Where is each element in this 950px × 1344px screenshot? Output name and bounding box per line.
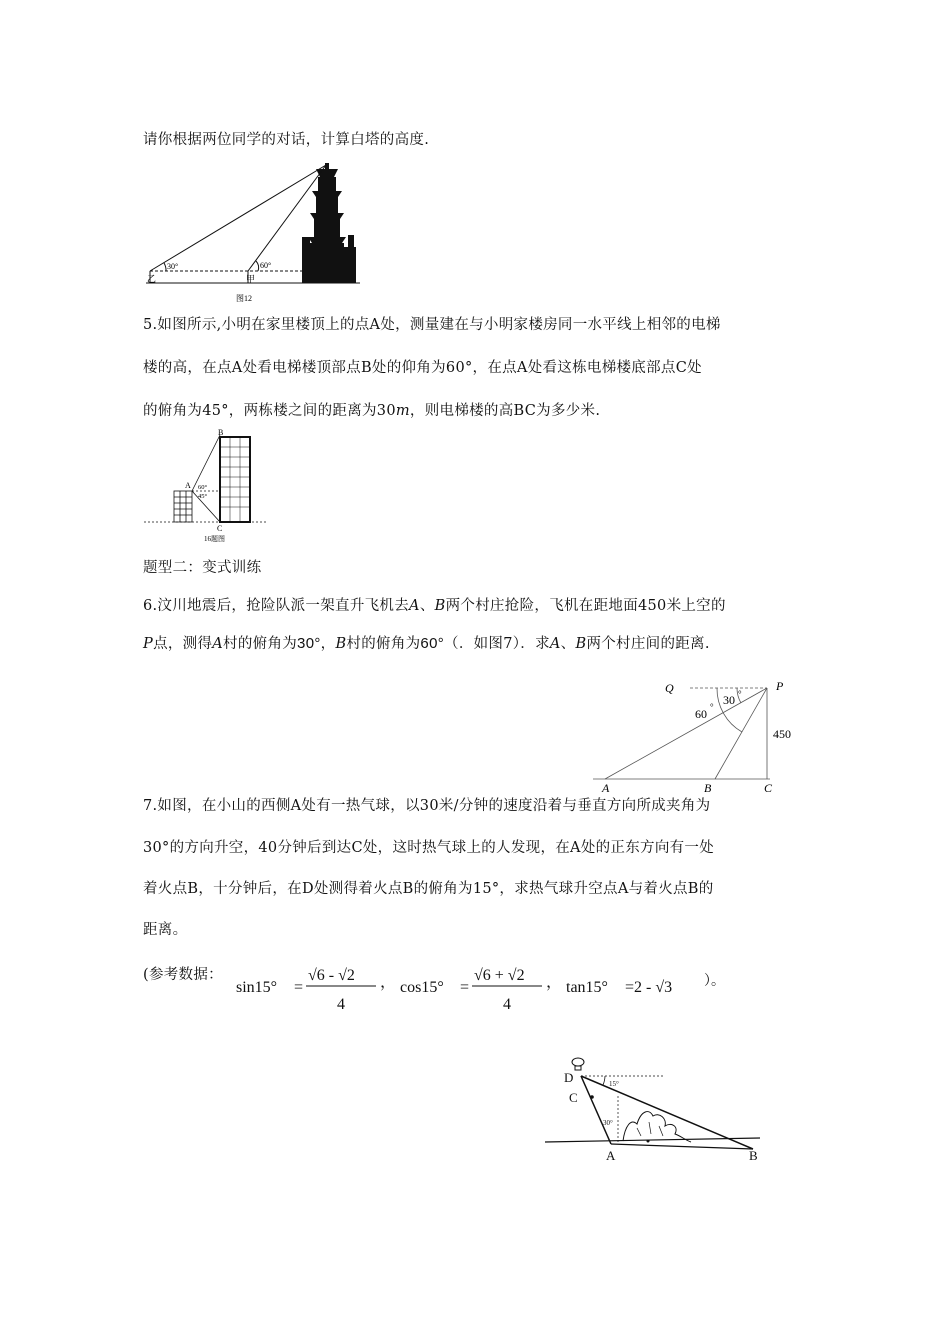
point-a-label: A [185,481,191,490]
figure-balloon [545,1056,770,1166]
reference-formulas [236,955,736,1017]
comma-2: ， [546,974,563,991]
problem-7-line-2: 30°的方向升空，40分钟后到达C处，这时热气球上的人发现，在A处的正东方向有一处 [143,840,715,856]
sin15-denominator: 4 [337,996,345,1013]
cos15-lhs: cos15° [400,979,444,996]
angle-60-label: 60 [695,707,707,721]
point-p-label: P [776,679,784,693]
problem-7-line-3: 着火点B，十分钟后，在D处测得着火点B的俯角为15°，求热气球升空点A与着火点B的 [143,881,714,897]
figure-16-caption: 16题图 [204,535,225,543]
degree-mark-30: ° [738,689,742,699]
problem-7-line-1: 7.如图，在小山的西侧A处有一热气球，以30米/分钟的速度沿着与垂直方向所成夹角为 [143,798,711,814]
problem-7-line-4: 距离。 [143,922,188,938]
section-heading: 题型二：变式训练 [143,560,262,576]
angle-30-label: 30° [167,262,179,271]
angle-60-label: 60° [198,484,208,491]
pagoda-silhouette [302,163,356,283]
degree-mark-60: ° [710,702,714,712]
point-c-label: C [764,781,773,795]
balloon-icon [572,1058,584,1070]
small-building [174,491,192,522]
hill-outline [623,1112,691,1142]
point-d-label: D [564,1070,574,1085]
point-c-label: C [569,1090,578,1105]
point-b-label: B [704,781,712,795]
figure-16-buildings [142,427,272,547]
angle-30-label: 30 [723,693,735,707]
angle-60-label: 60° [260,261,272,270]
problem-5-line-3: 的俯角为45°，两栋楼之间的距离为30m，则电梯楼的高BC为多少米. [143,403,601,419]
angle-45-label: 45° [198,493,208,500]
point-b-label: B [749,1148,758,1163]
height-450-label: 450 [773,727,791,741]
problem-6-line-1: 6.汶川地震后，抢险队派一架直升飞机去A、B两个村庄抢险，飞机在距地面450米上空的 [143,598,726,614]
cos15-denominator: 4 [503,996,511,1013]
angle-15-label: 15° [609,1080,619,1088]
figure-12-pagoda [140,155,370,305]
point-b-label: B [218,428,224,437]
problem-4-text: 请你根据两位同学的对话，计算白塔的高度. [143,132,430,148]
cos15-eq: = [460,979,470,996]
reference-suffix: ）。 [704,974,725,989]
tan15-lhs: tan15° [566,979,608,996]
problem-5-line-1: 5.如图所示,小明在家里楼顶上的点A处，测量建在与小明家楼房同一水平线上相邻的电梯 [143,317,721,333]
tan15-rhs: =2 - √3 [625,979,673,996]
sin15-lhs: sin15° [236,979,278,996]
comma-1: ， [380,974,397,991]
elevator-building [220,437,250,522]
reference-prefix: (参考数据： [143,967,223,983]
sin15-numerator: √6 - √2 [308,967,355,984]
figure-7-helicopter [585,672,810,797]
problem-5-line-2: 楼的高，在点A处看电梯楼顶部点B处的仰角为60°，在点A处看这栋电梯楼底部点C处 [143,360,702,376]
problem-6-line-2: P点，测得A村的俯角为30°，B村的俯角为60°（．如图7）．求A、B两个村庄间的距离. [143,635,710,652]
point-a-label: A [606,1148,616,1163]
angle-30-label: 30° [603,1119,613,1127]
sin15-eq: = [294,979,304,996]
figure-12-caption: 图12 [236,294,252,303]
point-c-label: C [217,524,223,533]
point-yi-label: 乙 [147,274,157,284]
point-a-label: A [602,781,610,795]
point-q-label: Q [665,681,674,695]
point-jia-label: 甲 [246,274,256,284]
cos15-numerator: √6 + √2 [474,967,525,984]
